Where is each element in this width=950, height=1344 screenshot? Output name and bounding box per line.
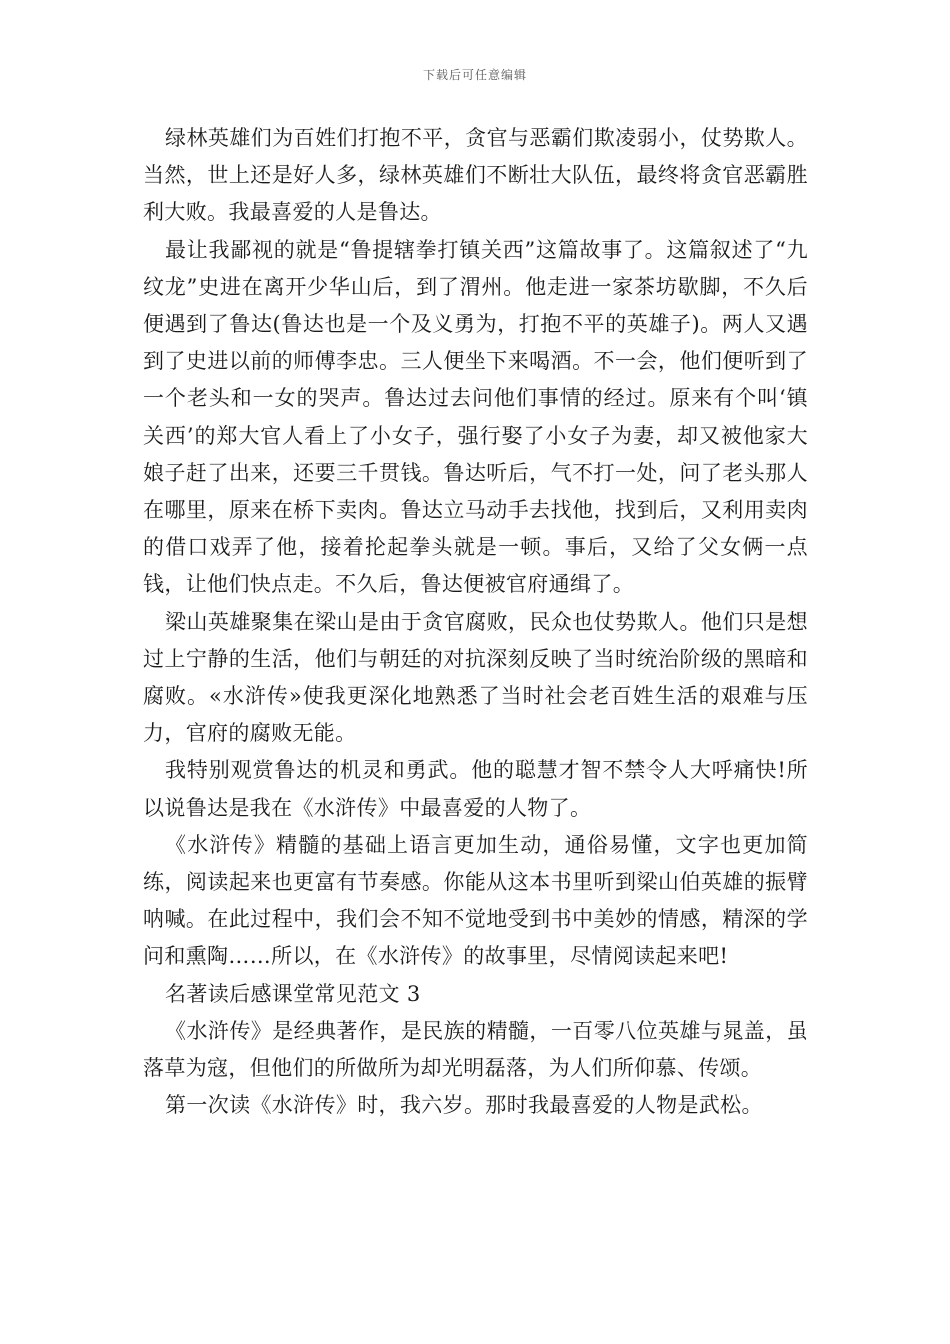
paragraph: 《水浒传》是经典著作，是民族的精髓，一百零八位英雄与晁盖，虽落草为寇，但他们的所做所为却光明磊落，为人们所仰慕、传颂。	[143, 1018, 808, 1081]
paragraph: 最让我鄙视的就是“鲁提辖拳打镇关西”这篇故事了。这篇叙述了“九纹龙”史进在离开少华山后，到了渭州。他走进一家茶坊歇脚，不久后便遇到了鲁达(鲁达也是一个及义勇为，打抱不平的英雄子)。两人又遇到了史进以前的师傅李忠。三人便坐下来喝酒。不一会，他们便听到了一个老头和一女的哭声。鲁达过去问他们事情的经过。原来有个叫‘镇关西’的郑大官人看上了小女子，强行娶了小女子为妻，却又被他家大娘子赶了出来，还要三千贯钱。鲁达听后，气不打一处，问了老头那人在哪里，原来在桥下卖肉。鲁达立马动手去找他，找到后，又利用卖肉的借口戏弄了他，接着抡起拳头就是一顿。事后，又给了父女俩一点钱，让他们快点走。不久后，鲁达便被官府通缉了。	[143, 237, 808, 597]
paragraph: 梁山英雄聚集在梁山是由于贪官腐败，民众也仗势欺人。他们只是想过上宁静的生活，他们与朝廷的对抗深刻反映了当时统治阶级的黑暗和腐败。«水浒传»使我更深化地熟悉了当时社会老百姓生活的艰难与压力，官府的腐败无能。	[143, 609, 808, 746]
paragraph: 绿林英雄们为百姓们打抱不平，贪官与恶霸们欺凌弱小，仗势欺人。当然，世上还是好人多，绿林英雄们不断壮大队伍，最终将贪官恶霸胜利大败。我最喜爱的人是鲁达。	[143, 126, 808, 225]
section-heading: 名著读后感课堂常见范文 3	[165, 981, 421, 1006]
paragraph: 第一次读《水浒传》时，我六岁。那时我最喜爱的人物是武松。	[165, 1093, 763, 1118]
header-note: 下载后可任意编辑	[422, 68, 527, 82]
paragraph: 我特别观赏鲁达的机灵和勇武。他的聪慧才智不禁令人大呼痛快!所以说鲁达是我在《水浒传》中最喜爱的人物了。	[143, 758, 808, 820]
document-body	[143, 120, 808, 1124]
paragraph: 《水浒传》精髓的基础上语言更加生动，通俗易懂，文字也更加简练，阅读起来也更富有节奏感。你能从这本书里听到梁山伯英雄的振臂呐喊。在此过程中，我们会不知不觉地受到书中美妙的情感，精深的学问和熏陶……所以，在《水浒传》的故事里，尽情阅读起来吧!	[143, 832, 808, 969]
